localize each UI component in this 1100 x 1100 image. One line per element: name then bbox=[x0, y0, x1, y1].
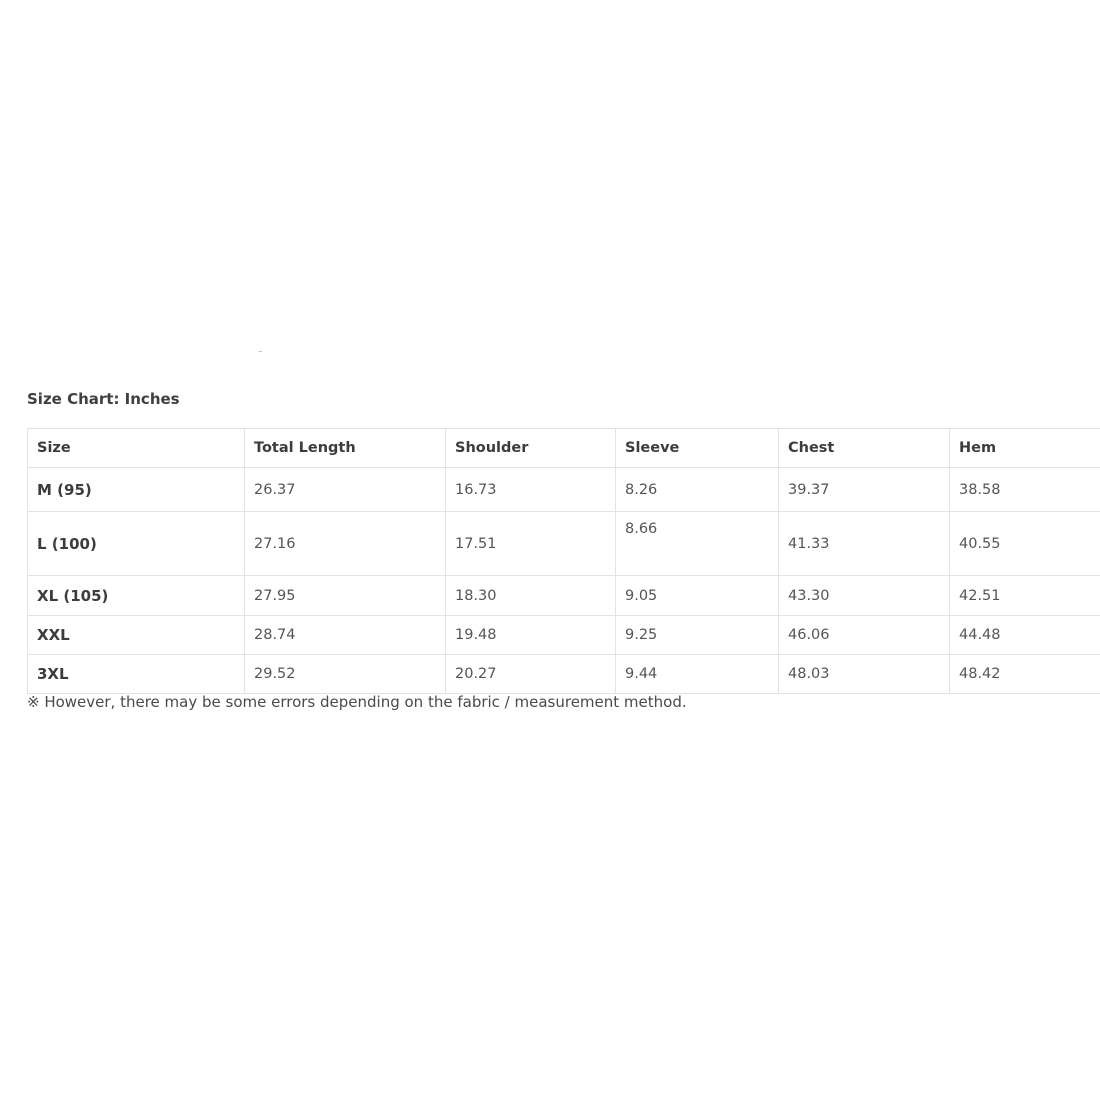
shoulder-cell: 20.27 bbox=[446, 655, 616, 694]
chest-cell: 46.06 bbox=[779, 616, 950, 655]
sleeve-cell: 8.66 bbox=[616, 512, 779, 576]
chest-cell: 39.37 bbox=[779, 468, 950, 512]
chest-cell: 48.03 bbox=[779, 655, 950, 694]
table-row bbox=[28, 655, 1100, 694]
table-header-row bbox=[28, 429, 1100, 468]
shoulder-cell: 18.30 bbox=[446, 576, 616, 616]
total-length-cell: 27.16 bbox=[245, 512, 446, 576]
column-header-chest: Chest bbox=[779, 429, 950, 468]
sleeve-cell: 9.25 bbox=[616, 616, 779, 655]
size-cell: L (100) bbox=[28, 512, 245, 576]
sleeve-cell: 9.05 bbox=[616, 576, 779, 616]
chest-cell: 41.33 bbox=[779, 512, 950, 576]
shoulder-cell: 19.48 bbox=[446, 616, 616, 655]
total-length-cell: 28.74 bbox=[245, 616, 446, 655]
hem-cell: 44.48 bbox=[950, 616, 1100, 655]
size-chart-title: Size Chart: Inches bbox=[27, 390, 180, 408]
column-header-total-length: Total Length bbox=[245, 429, 446, 468]
column-header-sleeve: Sleeve bbox=[616, 429, 779, 468]
hem-cell: 48.42 bbox=[950, 655, 1100, 694]
hem-cell: 38.58 bbox=[950, 468, 1100, 512]
table-row bbox=[28, 468, 1100, 512]
table-row bbox=[28, 512, 1100, 576]
sleeve-cell: 8.26 bbox=[616, 468, 779, 512]
column-header-size: Size bbox=[28, 429, 245, 468]
hem-cell: 40.55 bbox=[950, 512, 1100, 576]
table-row bbox=[28, 576, 1100, 616]
size-chart-table bbox=[27, 428, 1100, 694]
shoulder-cell: 17.51 bbox=[446, 512, 616, 576]
sleeve-cell: 9.44 bbox=[616, 655, 779, 694]
hem-cell: 42.51 bbox=[950, 576, 1100, 616]
total-length-cell: 29.52 bbox=[245, 655, 446, 694]
column-header-shoulder: Shoulder bbox=[446, 429, 616, 468]
size-cell: XL (105) bbox=[28, 576, 245, 616]
size-cell: XXL bbox=[28, 616, 245, 655]
cropped-text-fragment: ˜ bbox=[258, 351, 263, 361]
column-header-hem: Hem bbox=[950, 429, 1100, 468]
size-cell: 3XL bbox=[28, 655, 245, 694]
total-length-cell: 27.95 bbox=[245, 576, 446, 616]
total-length-cell: 26.37 bbox=[245, 468, 446, 512]
shoulder-cell: 16.73 bbox=[446, 468, 616, 512]
size-cell: M (95) bbox=[28, 468, 245, 512]
table-row bbox=[28, 616, 1100, 655]
measurement-disclaimer: ※ However, there may be some errors depending on the fabric / measurement method. bbox=[27, 693, 687, 711]
chest-cell: 43.30 bbox=[779, 576, 950, 616]
